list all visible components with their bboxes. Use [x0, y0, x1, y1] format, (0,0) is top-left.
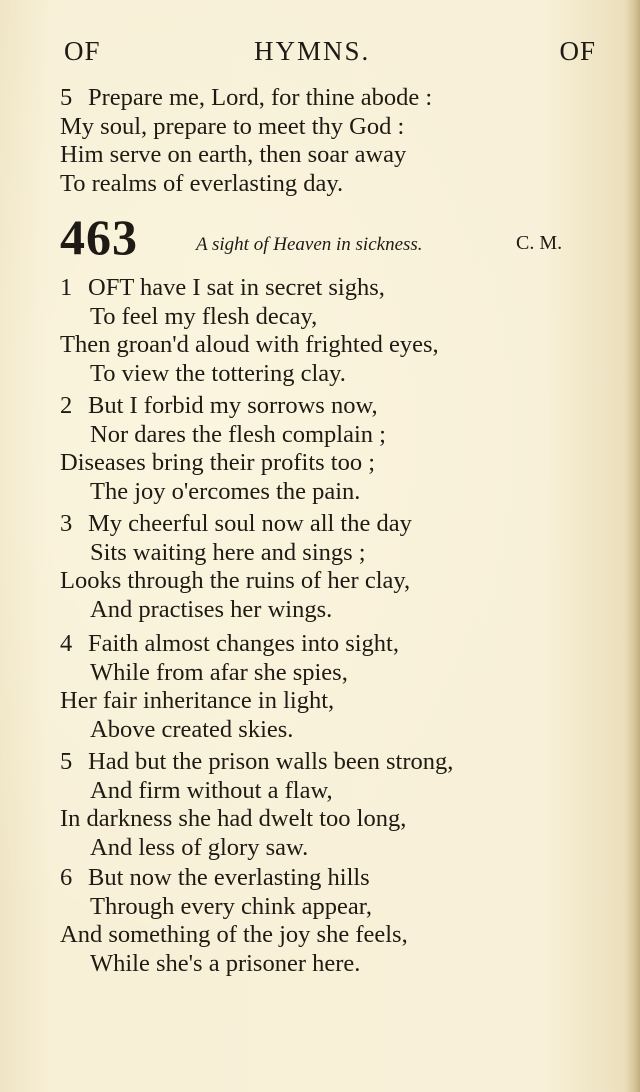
stanza-line-text: Faith almost changes into sight, [88, 630, 399, 657]
stanza-line-text: But I forbid my sorrows now, [88, 392, 378, 419]
stanza-number: 4 [60, 630, 73, 657]
running-head-left: OF [64, 36, 101, 66]
stanza-line-text: But now the everlasting hills [88, 864, 370, 891]
running-head [64, 36, 596, 72]
stanza-line [60, 392, 386, 421]
stanza-line: Nor dares the flesh complain ; [90, 420, 386, 448]
stanza-line: To feel my flesh decay, [90, 302, 318, 330]
stanza-line [60, 510, 412, 539]
stanza-line: To view the tottering clay. [90, 359, 346, 387]
hymn-number: 463 [60, 209, 138, 265]
stanza-line: Then groan'd aloud with frighted eyes, [60, 331, 439, 358]
stanza-line: My soul, prepare to meet thy God : [60, 112, 405, 140]
stanza-number: 2 [60, 392, 73, 419]
stanza-line: And firm without a flaw, [90, 776, 333, 804]
stanza-number: 6 [60, 864, 73, 891]
page-edge-shadow [626, 0, 640, 1092]
stanza-line: While from afar she spies, [90, 658, 348, 686]
hymn-header [60, 209, 570, 265]
hymn-stanza-4 [60, 630, 399, 744]
stanza-line: Sits waiting here and sings ; [90, 538, 366, 566]
stanza-line: Diseases bring their profits too ; [60, 449, 376, 476]
stanza-line [60, 84, 432, 113]
hymn-stanza-5 [60, 748, 453, 862]
stanza-line: The joy o'ercomes the pain. [90, 477, 361, 505]
hymn-stanza-3 [60, 510, 412, 624]
stanza-line: Him serve on earth, then soar away [60, 141, 407, 168]
stanza-line-text: Had but the prison walls been strong, [88, 748, 454, 775]
stanza-line: And practises her wings. [90, 595, 333, 623]
hymn-stanza-6 [60, 864, 408, 978]
stanza-line-text: My cheerful soul now all the day [88, 510, 412, 537]
running-head-right: OF [559, 36, 596, 66]
stanza-line: Her fair inheritance in light, [60, 687, 335, 714]
hymn-title: A sight of Heaven in sickness. [196, 234, 423, 255]
hymn-stanza-1 [60, 274, 439, 388]
stanza-line [60, 274, 439, 303]
stanza-number: 1 [60, 274, 73, 301]
stanza-line: And something of the joy she feels, [60, 921, 408, 948]
stanza-line: Looks through the ruins of her clay, [60, 567, 411, 594]
stanza-line [60, 630, 399, 659]
stanza-line: Through every chink appear, [90, 892, 373, 920]
stanza-number: 5 [60, 748, 73, 775]
stanza-line: In darkness she had dwelt too long, [60, 805, 407, 832]
stanza-line: To realms of everlasting day. [60, 169, 344, 197]
prev-hymn-stanza [60, 84, 432, 198]
stanza-line-text: OFT have I sat in secret sighs, [88, 274, 385, 301]
stanza-number: 5 [60, 84, 73, 111]
stanza-line: And less of glory saw. [90, 833, 309, 861]
stanza-line [60, 748, 453, 777]
running-head-title: HYMNS. [254, 36, 371, 66]
hymn-stanza-2 [60, 392, 386, 506]
hymn-meter: C. M. [516, 232, 563, 254]
stanza-number: 3 [60, 510, 73, 537]
stanza-line: Above created skies. [90, 715, 294, 743]
stanza-line [60, 864, 408, 893]
stanza-line-text: Prepare me, Lord, for thine abode : [88, 84, 433, 111]
stanza-line: While she's a prisoner here. [90, 949, 361, 977]
